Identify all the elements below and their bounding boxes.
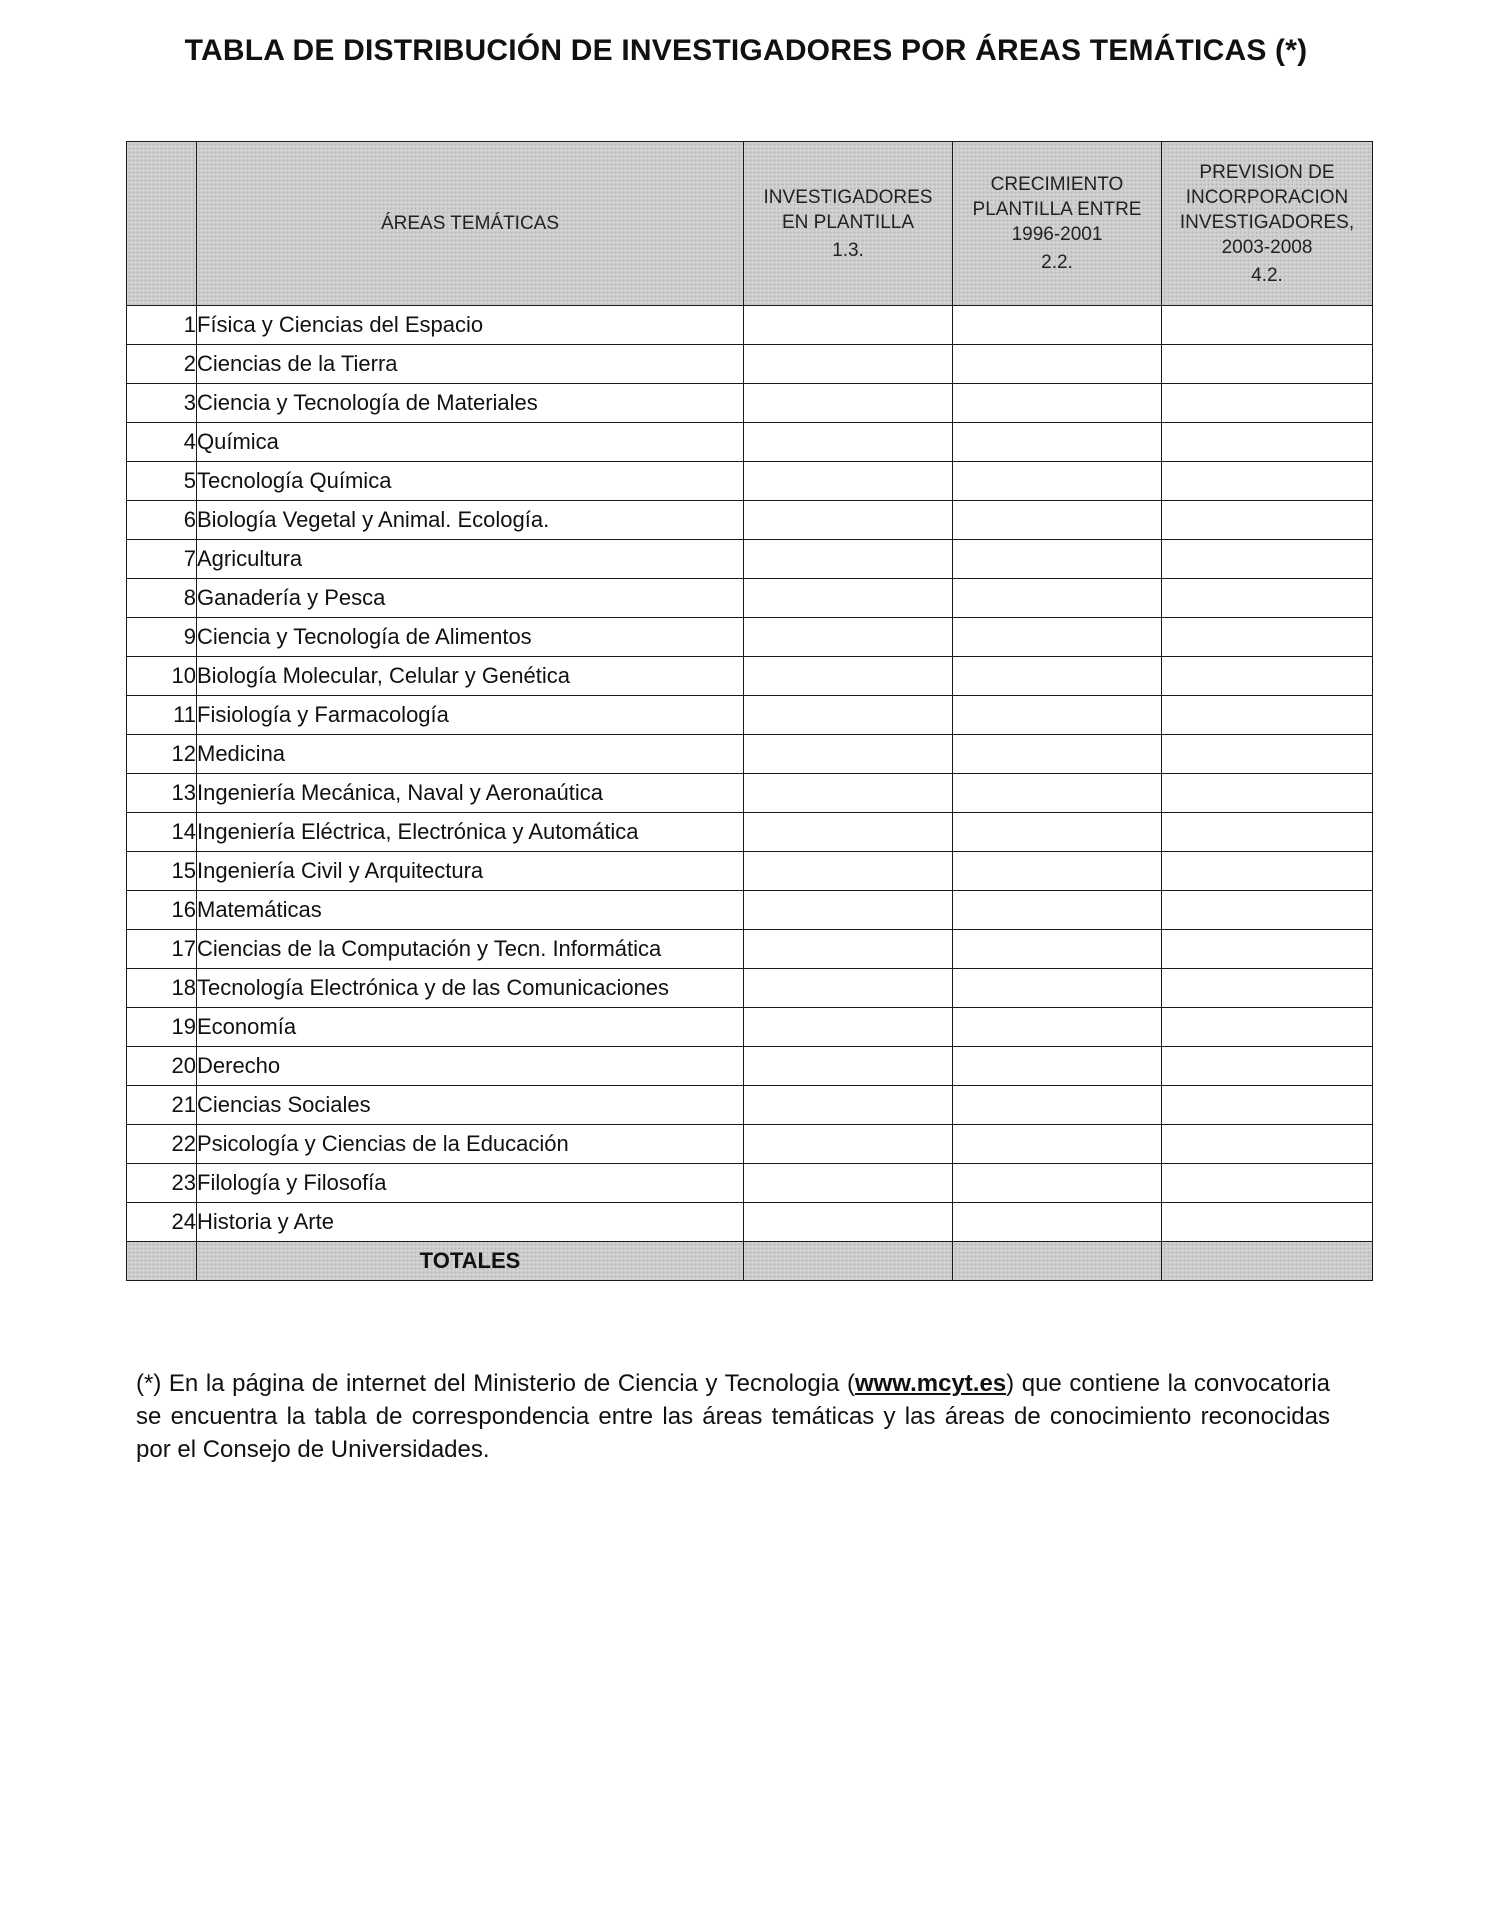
table-row <box>127 1125 1373 1164</box>
areas-table <box>126 141 1373 1281</box>
area-name: Ciencia y Tecnología de Materiales <box>197 384 744 423</box>
crecimiento-cell[interactable] <box>953 774 1162 813</box>
crecimiento-cell[interactable] <box>953 696 1162 735</box>
header-line: PREVISION DE <box>1199 161 1335 183</box>
prevision-cell[interactable] <box>1162 540 1373 579</box>
crecimiento-cell[interactable] <box>953 930 1162 969</box>
table-row <box>127 1047 1373 1086</box>
crecimiento-cell[interactable] <box>953 579 1162 618</box>
area-name: Ciencia y Tecnología de Alimentos <box>197 618 744 657</box>
row-number: 18 <box>127 969 197 1008</box>
investigadores-cell[interactable] <box>744 1203 953 1242</box>
prevision-cell[interactable] <box>1162 735 1373 774</box>
prevision-cell[interactable] <box>1162 1203 1373 1242</box>
area-name: Ingeniería Mecánica, Naval y Aeronaútica <box>197 774 744 813</box>
prevision-cell[interactable] <box>1162 1125 1373 1164</box>
table-row <box>127 384 1373 423</box>
row-number: 5 <box>127 462 197 501</box>
crecimiento-cell[interactable] <box>953 1008 1162 1047</box>
row-number: 3 <box>127 384 197 423</box>
row-number: 7 <box>127 540 197 579</box>
table-row <box>127 813 1373 852</box>
row-number: 22 <box>127 1125 197 1164</box>
row-number: 8 <box>127 579 197 618</box>
prevision-cell[interactable] <box>1162 1164 1373 1203</box>
header-investigadores <box>744 142 953 306</box>
area-name: Psicología y Ciencias de la Educación <box>197 1125 744 1164</box>
investigadores-cell[interactable] <box>744 891 953 930</box>
prevision-cell[interactable] <box>1162 423 1373 462</box>
prevision-cell[interactable] <box>1162 969 1373 1008</box>
table-row <box>127 969 1373 1008</box>
table-row <box>127 852 1373 891</box>
prevision-cell[interactable] <box>1162 579 1373 618</box>
table-body <box>127 306 1373 1281</box>
area-name: Ciencias de la Computación y Tecn. Informática <box>197 930 744 969</box>
area-name: Biología Molecular, Celular y Genética <box>197 657 744 696</box>
table-row <box>127 423 1373 462</box>
prevision-cell[interactable] <box>1162 1086 1373 1125</box>
header-areas-label: ÁREAS TEMÁTICAS <box>380 213 560 234</box>
crecimiento-cell[interactable] <box>953 501 1162 540</box>
header-line: 2003-2008 <box>1221 236 1313 258</box>
header-row <box>127 142 1373 306</box>
area-name: Ciencias Sociales <box>197 1086 744 1125</box>
mcyt-link[interactable]: www.mcyt.es <box>854 1370 1007 1397</box>
prevision-cell[interactable] <box>1162 1008 1373 1047</box>
row-number: 23 <box>127 1164 197 1203</box>
row-number: 13 <box>127 774 197 813</box>
row-number: 15 <box>127 852 197 891</box>
investigadores-cell[interactable] <box>744 852 953 891</box>
investigadores-cell[interactable] <box>744 774 953 813</box>
table-row <box>127 345 1373 384</box>
row-number: 9 <box>127 618 197 657</box>
header-code: 4.2. <box>1251 264 1283 286</box>
footnote-suffix: ) que contiene la convocatoria se encuentra la tabla de correspondencia entre las áreas temáticas y las áreas de conocimiento reconocidas por el Consejo de Universidades. <box>136 1370 1331 1463</box>
investigadores-cell[interactable] <box>744 969 953 1008</box>
crecimiento-cell[interactable] <box>953 423 1162 462</box>
row-number: 14 <box>127 813 197 852</box>
prevision-cell[interactable] <box>1162 852 1373 891</box>
row-number: 24 <box>127 1203 197 1242</box>
prevision-cell[interactable] <box>1162 462 1373 501</box>
investigadores-cell[interactable] <box>744 657 953 696</box>
crecimiento-cell[interactable] <box>953 852 1162 891</box>
area-name: Filología y Filosofía <box>197 1164 744 1203</box>
table-row <box>127 618 1373 657</box>
crecimiento-cell[interactable] <box>953 462 1162 501</box>
crecimiento-cell[interactable] <box>953 969 1162 1008</box>
crecimiento-cell[interactable] <box>953 1125 1162 1164</box>
investigadores-cell[interactable] <box>744 813 953 852</box>
investigadores-cell[interactable] <box>744 579 953 618</box>
row-number: 10 <box>127 657 197 696</box>
crecimiento-cell[interactable] <box>953 1086 1162 1125</box>
investigadores-cell[interactable] <box>744 1125 953 1164</box>
header-line: PLANTILLA ENTRE <box>972 199 1142 220</box>
crecimiento-cell[interactable] <box>953 1164 1162 1203</box>
investigadores-cell[interactable] <box>744 462 953 501</box>
crecimiento-cell[interactable] <box>953 345 1162 384</box>
table-row <box>127 774 1373 813</box>
table-row <box>127 696 1373 735</box>
table-row <box>127 501 1373 540</box>
header-line: EN PLANTILLA <box>782 211 914 233</box>
area-name: Ingeniería Eléctrica, Electrónica y Automática <box>197 813 744 852</box>
table-row <box>127 735 1373 774</box>
area-name: Ingeniería Civil y Arquitectura <box>197 852 744 891</box>
row-number: 6 <box>127 501 197 540</box>
crecimiento-cell[interactable] <box>953 1203 1162 1242</box>
table-row <box>127 1164 1373 1203</box>
table-row <box>127 891 1373 930</box>
prevision-cell[interactable] <box>1162 696 1373 735</box>
crecimiento-cell[interactable] <box>953 1047 1162 1086</box>
prevision-cell[interactable] <box>1162 306 1373 345</box>
investigadores-cell[interactable] <box>744 1164 953 1203</box>
prevision-cell[interactable] <box>1162 930 1373 969</box>
prevision-cell[interactable] <box>1162 501 1373 540</box>
crecimiento-cell[interactable] <box>953 657 1162 696</box>
row-number: 17 <box>127 930 197 969</box>
row-number: 4 <box>127 423 197 462</box>
crecimiento-cell[interactable] <box>953 384 1162 423</box>
crecimiento-cell[interactable] <box>953 813 1162 852</box>
area-name: Agricultura <box>197 540 744 579</box>
crecimiento-cell[interactable] <box>953 618 1162 657</box>
totals-label: TOTALES <box>197 1242 744 1281</box>
crecimiento-cell[interactable] <box>953 306 1162 345</box>
prevision-cell[interactable] <box>1162 384 1373 423</box>
crecimiento-cell[interactable] <box>953 891 1162 930</box>
investigadores-cell[interactable] <box>744 1047 953 1086</box>
area-name: Fisiología y Farmacología <box>197 696 744 735</box>
investigadores-cell[interactable] <box>744 618 953 657</box>
header-line: CRECIMIENTO <box>990 174 1124 195</box>
prevision-cell[interactable] <box>1162 345 1373 384</box>
investigadores-cell[interactable] <box>744 501 953 540</box>
footnote <box>136 1367 1330 1466</box>
area-name: Matemáticas <box>197 891 744 930</box>
crecimiento-cell[interactable] <box>953 540 1162 579</box>
row-number: 11 <box>127 696 197 735</box>
table-row <box>127 579 1373 618</box>
totals-crecimiento-cell <box>953 1242 1162 1281</box>
totals-investigadores-cell <box>744 1242 953 1281</box>
investigadores-cell[interactable] <box>744 423 953 462</box>
crecimiento-cell[interactable] <box>953 735 1162 774</box>
investigadores-cell[interactable] <box>744 540 953 579</box>
header-areas <box>197 142 744 306</box>
investigadores-cell[interactable] <box>744 1086 953 1125</box>
investigadores-cell[interactable] <box>744 930 953 969</box>
investigadores-cell[interactable] <box>744 306 953 345</box>
footnote-prefix: (*) En la página de internet del Ministerio de Ciencia y Tecnologia ( <box>136 1370 855 1397</box>
header-line: INVESTIGADORES <box>763 186 933 208</box>
area-name: Economía <box>197 1008 744 1047</box>
area-name: Biología Vegetal y Animal. Ecología. <box>197 501 744 540</box>
area-name: Tecnología Química <box>197 462 744 501</box>
header-prevision <box>1162 142 1373 306</box>
area-name: Ciencias de la Tierra <box>197 345 744 384</box>
area-name: Derecho <box>197 1047 744 1086</box>
prevision-cell[interactable] <box>1162 657 1373 696</box>
header-line: 1996-2001 <box>1011 224 1103 245</box>
investigadores-cell[interactable] <box>744 1008 953 1047</box>
prevision-cell[interactable] <box>1162 891 1373 930</box>
row-number: 12 <box>127 735 197 774</box>
row-number: 2 <box>127 345 197 384</box>
area-name: Física y Ciencias del Espacio <box>197 306 744 345</box>
investigadores-cell[interactable] <box>744 735 953 774</box>
investigadores-cell[interactable] <box>744 345 953 384</box>
area-name: Medicina <box>197 735 744 774</box>
totals-row <box>127 1242 1373 1281</box>
table-row <box>127 306 1373 345</box>
row-number: 20 <box>127 1047 197 1086</box>
area-name: Historia y Arte <box>197 1203 744 1242</box>
investigadores-cell[interactable] <box>744 696 953 735</box>
row-number: 1 <box>127 306 197 345</box>
area-name: Tecnología Electrónica y de las Comunicaciones <box>197 969 744 1008</box>
header-line: INCORPORACION <box>1185 186 1349 208</box>
prevision-cell[interactable] <box>1162 1047 1373 1086</box>
header-line: INVESTIGADORES, <box>1179 211 1355 233</box>
area-name: Química <box>197 423 744 462</box>
prevision-cell[interactable] <box>1162 618 1373 657</box>
header-crecimiento <box>953 142 1162 306</box>
table-row <box>127 1086 1373 1125</box>
page-title: TABLA DE DISTRIBUCIÓN DE INVESTIGADORES POR ÁREAS TEMÁTICAS (*) <box>184 34 1308 67</box>
row-number: 19 <box>127 1008 197 1047</box>
header-code: 1.3. <box>832 239 864 261</box>
header-code: 2.2. <box>1041 252 1073 273</box>
table-row <box>127 1203 1373 1242</box>
prevision-cell[interactable] <box>1162 813 1373 852</box>
row-number: 16 <box>127 891 197 930</box>
table-row <box>127 462 1373 501</box>
table-row <box>127 930 1373 969</box>
table-row <box>127 540 1373 579</box>
totals-prevision-cell <box>1162 1242 1373 1281</box>
totals-number-cell <box>127 1242 197 1281</box>
investigadores-cell[interactable] <box>744 384 953 423</box>
table-row <box>127 657 1373 696</box>
header-number-cell <box>127 142 197 306</box>
row-number: 21 <box>127 1086 197 1125</box>
table-row <box>127 1008 1373 1047</box>
prevision-cell[interactable] <box>1162 774 1373 813</box>
area-name: Ganadería y Pesca <box>197 579 744 618</box>
